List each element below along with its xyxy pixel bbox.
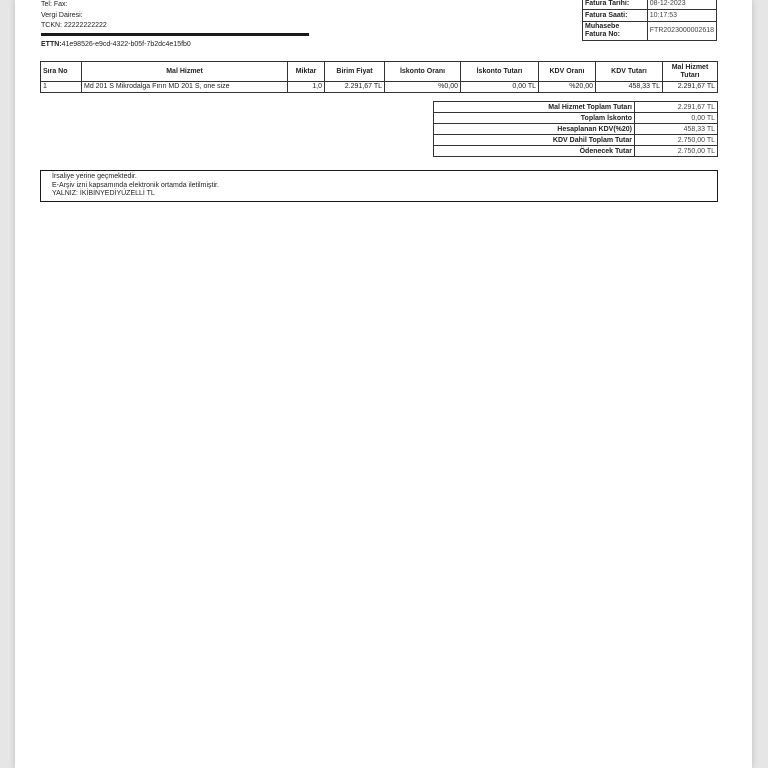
totals-row-discount bbox=[434, 113, 718, 124]
cell-iskonto-tutari: 0,00 TL bbox=[461, 82, 539, 93]
vat-value: 458,33 TL bbox=[635, 124, 718, 135]
note-line: E-Arşiv izni kapsamında elektronik ortamda iletilmiştir. bbox=[52, 181, 219, 189]
invoice-number-label-line2: Fatura No: bbox=[585, 31, 620, 38]
table-row bbox=[41, 82, 718, 93]
cell-kdv-tutari: 458,33 TL bbox=[596, 82, 663, 93]
meta-row-number bbox=[583, 22, 717, 41]
notes-box bbox=[40, 170, 718, 202]
col-mal-hizmet-tutari-line1: Mal Hizmet bbox=[671, 63, 709, 71]
col-mal-hizmet-tutari-line2: Tutarı bbox=[680, 71, 700, 79]
cell-birim-fiyat: 2.291,67 TL bbox=[325, 82, 385, 93]
seller-tel-fax: Tel: Fax: bbox=[41, 1, 68, 8]
gross-total-value: 2.750,00 TL bbox=[635, 135, 718, 146]
cell-sira-no: 1 bbox=[41, 82, 82, 93]
subtotal-value: 2.291,67 TL bbox=[635, 102, 718, 113]
totals-row-subtotal bbox=[434, 102, 718, 113]
totals-table bbox=[433, 101, 718, 157]
totals-row-payable bbox=[434, 146, 718, 157]
subtotal-label: Mal Hizmet Toplam Tutarı bbox=[434, 102, 635, 113]
meta-row-date bbox=[583, 0, 717, 10]
ettn-line bbox=[41, 41, 191, 48]
ettn-label: ETTN: bbox=[41, 41, 62, 48]
seller-info bbox=[41, 0, 107, 32]
col-iskonto-tutari: İskonto Tutarı bbox=[461, 62, 539, 82]
cell-miktar: 1,0 bbox=[288, 82, 325, 93]
seller-divider bbox=[41, 33, 309, 36]
col-iskonto-orani: İskonto Oranı bbox=[385, 62, 461, 82]
seller-tckn: TCKN: 22222222222 bbox=[41, 22, 107, 29]
discount-label: Toplam İskonto bbox=[434, 113, 635, 124]
invoice-date-value: 08-12-2023 bbox=[647, 0, 716, 10]
invoice-date-label: Fatura Tarihi: bbox=[583, 0, 648, 10]
cell-iskonto-orani: %0,00 bbox=[385, 82, 461, 93]
col-birim-fiyat: Birim Fiyat bbox=[325, 62, 385, 82]
invoice-meta-table bbox=[582, 0, 717, 41]
ettn-value: 41e98526-e9cd-4322-b05f-7b2dc4e15fb0 bbox=[61, 41, 191, 48]
gross-total-label: KDV Dahil Toplam Tutar bbox=[434, 135, 635, 146]
invoice-time-value: 10:17:53 bbox=[647, 10, 716, 22]
col-mal-hizmet: Mal Hizmet bbox=[82, 62, 288, 82]
col-miktar: Miktar bbox=[288, 62, 325, 82]
seller-tax-office: Vergi Dairesi: bbox=[41, 11, 83, 19]
col-kdv-tutari: KDV Tutarı bbox=[596, 62, 663, 82]
note-line: YALNIZ: İKİBİNYEDİYÜZELLİ TL bbox=[52, 190, 155, 197]
totals-row-gross bbox=[434, 135, 718, 146]
cell-mal-hizmet: Md 201 S Mikrodalga Fırın MD 201 S, one size bbox=[82, 82, 288, 93]
line-items-table bbox=[40, 61, 718, 93]
vat-label: Hesaplanan KDV(%20) bbox=[434, 124, 635, 135]
payable-label: Ödenecek Tutar bbox=[434, 146, 635, 157]
invoice-number-value: FTR2023000002618 bbox=[647, 22, 716, 41]
line-items-header bbox=[41, 62, 718, 82]
meta-row-time bbox=[583, 10, 717, 22]
note-line: İrsaliye yerine geçmektedir. bbox=[52, 173, 137, 180]
col-kdv-orani: KDV Oranı bbox=[539, 62, 596, 82]
invoice-number-label-line1: Muhasebe bbox=[585, 23, 620, 30]
cell-mal-hizmet-tutari: 2.291,67 TL bbox=[663, 82, 718, 93]
col-sira-no: Sıra No bbox=[41, 62, 82, 82]
cell-kdv-orani: %20,00 bbox=[539, 82, 596, 93]
invoice-time-label: Fatura Saati: bbox=[583, 10, 648, 22]
col-mal-hizmet-tutari bbox=[663, 62, 718, 82]
discount-value: 0,00 TL bbox=[635, 113, 718, 124]
payable-value: 2.750,00 TL bbox=[635, 146, 718, 157]
totals-row-vat bbox=[434, 124, 718, 135]
invoice-number-label bbox=[583, 22, 648, 41]
